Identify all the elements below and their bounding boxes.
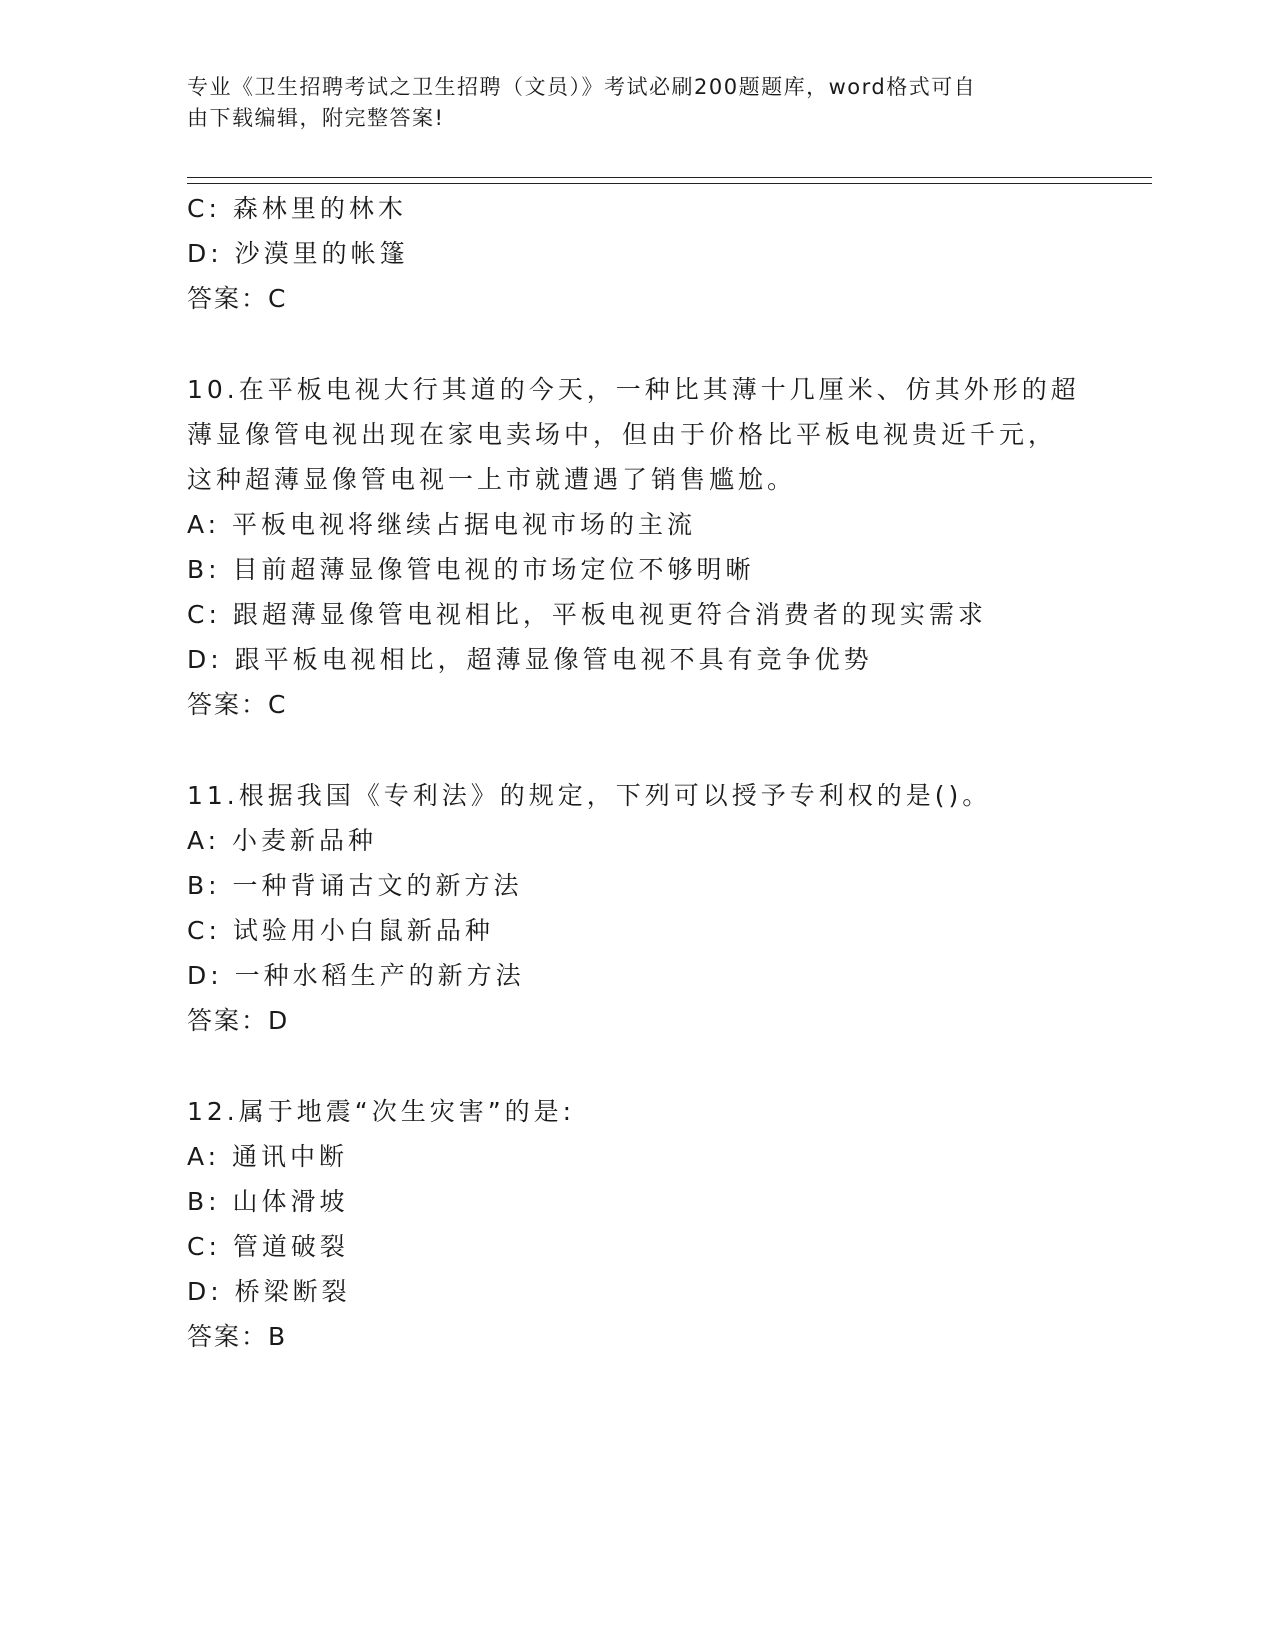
question-12-option-a: A: 通讯中断	[187, 1142, 349, 1171]
question-10-stem-line-1: 10.在平板电视大行其道的今天，一种比其薄十几厘米、仿其外形的超	[187, 375, 1080, 404]
question-11-option-b: B: 一种背诵古文的新方法	[187, 871, 523, 900]
question-10-option-a: A: 平板电视将继续占据电视市场的主流	[187, 510, 697, 539]
question-11-option-d: D: 一种水稻生产的新方法	[187, 961, 525, 990]
question-12-option-c: C: 管道破裂	[187, 1232, 349, 1261]
header-divider-bottom	[187, 183, 1152, 184]
header-line-2: 由下载编辑，附完整答案!	[187, 106, 445, 130]
question-10-option-c: C: 跟超薄显像管电视相比，平板电视更符合消费者的现实需求	[187, 600, 987, 629]
question-12-option-d: D: 桥梁断裂	[187, 1277, 351, 1306]
question-12-answer: 答案：B	[187, 1322, 288, 1351]
question-10-stem-line-3: 这种超薄显像管电视一上市就遭遇了销售尴尬。	[187, 465, 797, 494]
answer-label: 答案：C	[187, 284, 288, 313]
question-10-answer: 答案：C	[187, 690, 288, 719]
question-12-option-b: B: 山体滑坡	[187, 1187, 349, 1216]
question-11-stem: 11.根据我国《专利法》的规定，下列可以授予专利权的是()。	[187, 781, 992, 810]
header-divider-top	[187, 177, 1152, 178]
question-10-stem-line-2: 薄显像管电视出现在家电卖场中，但由于价格比平板电视贵近千元，	[187, 420, 1058, 449]
document-header	[187, 72, 1067, 134]
option-c: C: 森林里的林木	[187, 194, 407, 223]
question-11-option-c: C: 试验用小白鼠新品种	[187, 916, 494, 945]
header-line-1: 专业《卫生招聘考试之卫生招聘（文员）》考试必刷200题题库，word格式可自	[187, 75, 977, 99]
question-11-answer: 答案：D	[187, 1006, 290, 1035]
question-10-option-d: D: 跟平板电视相比，超薄显像管电视不具有竞争优势	[187, 645, 873, 674]
question-10-option-b: B: 目前超薄显像管电视的市场定位不够明晰	[187, 555, 755, 584]
question-12-stem: 12.属于地震“次生灾害”的是:	[187, 1097, 576, 1126]
option-d: D: 沙漠里的帐篷	[187, 239, 409, 268]
question-11-option-a: A: 小麦新品种	[187, 826, 378, 855]
